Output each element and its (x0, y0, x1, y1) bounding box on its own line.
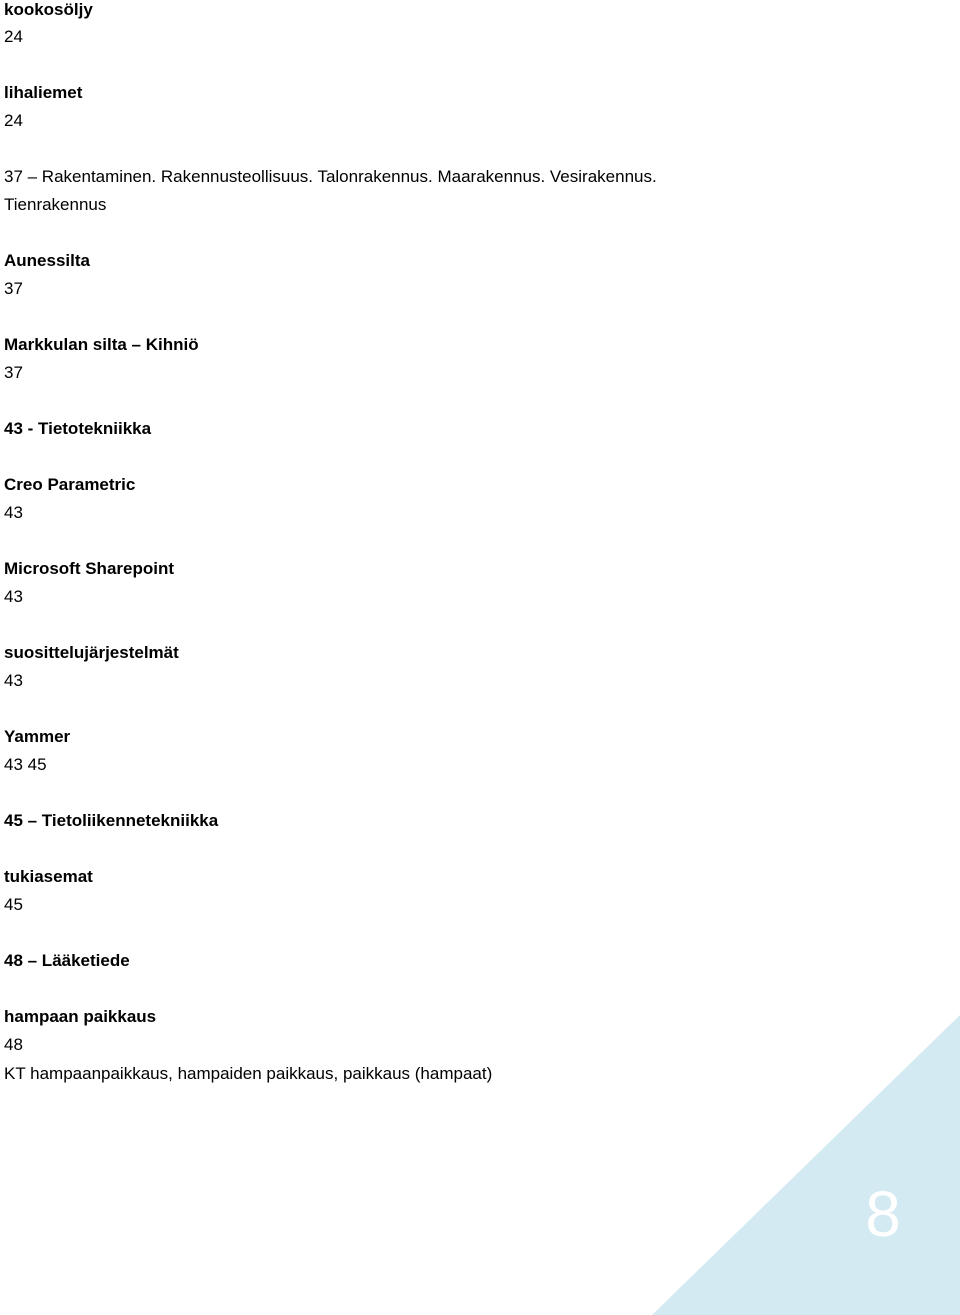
term-heading: Creo Parametric (4, 475, 136, 494)
page-ref: 43 45 (4, 755, 47, 774)
term-heading: tukiasemat (4, 867, 93, 886)
page-ref: 43 (4, 587, 23, 606)
page-ref: 24 (4, 111, 23, 130)
term-heading: suosittelujärjestelmät (4, 643, 179, 662)
term-heading: Microsoft Sharepoint (4, 559, 175, 578)
page-ref: 37 (4, 279, 23, 298)
page-ref: 37 (4, 363, 23, 382)
term-heading: kookosöljy (4, 0, 93, 19)
term-heading: Markkulan silta – Kihniö (4, 335, 199, 354)
page-ref: 43 (4, 503, 23, 522)
category-heading: 37 – Rakentaminen. Rakennusteollisuus. Talonrakennus. Maarakennus. Vesirakennus. (4, 167, 657, 186)
term-heading: hampaan paikkaus (4, 1007, 157, 1026)
category-heading: 48 – Lääketiede (4, 951, 130, 970)
category-heading: 43 - Tietotekniikka (4, 419, 152, 438)
page-number: 8 (865, 1178, 901, 1250)
term-heading: lihaliemet (4, 83, 83, 102)
term-heading: Aunessilta (4, 251, 90, 270)
page-ref: 45 (4, 895, 23, 914)
page-ref: 24 (4, 27, 23, 46)
category-heading-continued: Tienrakennus (4, 195, 107, 214)
page-ref: 48 (4, 1035, 23, 1054)
page-ref: 43 (4, 671, 23, 690)
related-terms: KT hampaanpaikkaus, hampaiden paikkaus, paikkaus (hampaat) (4, 1064, 493, 1083)
category-heading: 45 – Tietoliikennetekniikka (4, 811, 219, 830)
term-heading: Yammer (4, 727, 71, 746)
